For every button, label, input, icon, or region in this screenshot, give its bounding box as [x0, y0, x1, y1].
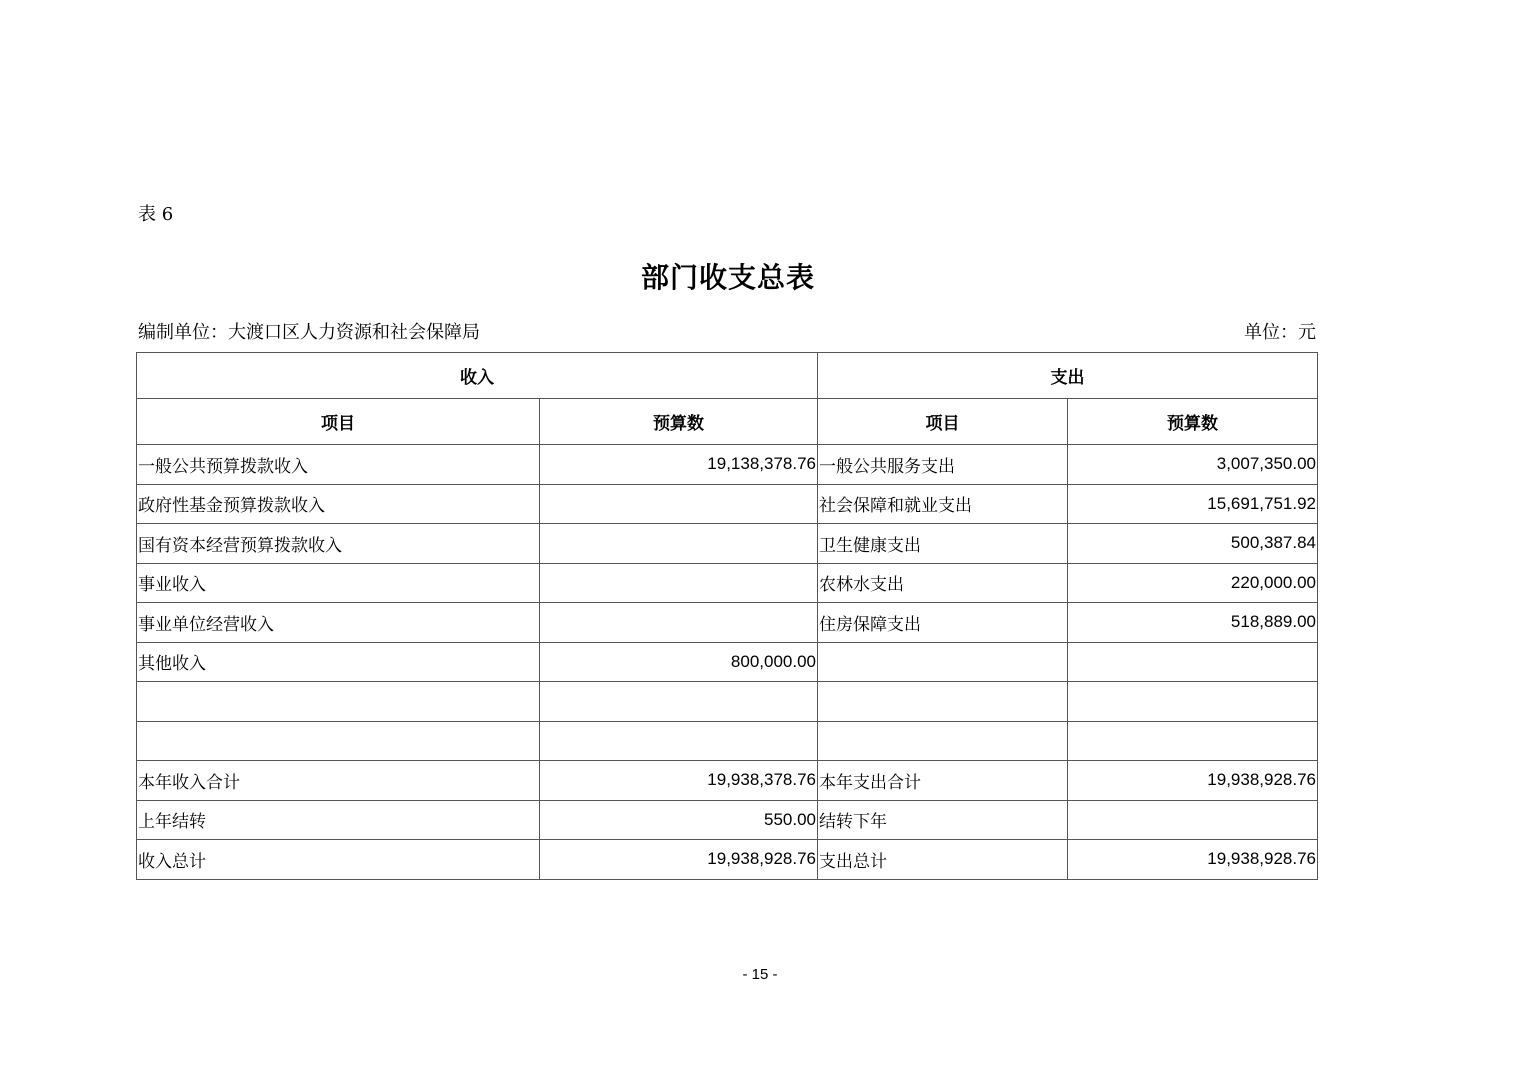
table-row	[137, 840, 1318, 880]
expense-item-cell: 农林水支出	[818, 563, 1068, 603]
income-item-cell: 政府性基金预算拨款收入	[137, 484, 540, 524]
income-value-cell	[540, 524, 818, 564]
expense-value-cell: 500,387.84	[1068, 524, 1318, 564]
expense-item-cell: 卫生健康支出	[818, 524, 1068, 564]
prepared-by-label: 编制单位：大渡口区人力资源和社会保障局	[138, 322, 480, 343]
expense-value-cell: 220,000.00	[1068, 563, 1318, 603]
expense-group-header: 支出	[818, 353, 1318, 399]
income-item-cell: 事业单位经营收入	[137, 603, 540, 643]
table-row	[137, 721, 1318, 761]
expense-item-cell	[818, 682, 1068, 722]
table-number-label: 表 6	[138, 204, 174, 225]
expense-value-cell: 518,889.00	[1068, 603, 1318, 643]
expense-value-cell: 19,938,928.76	[1068, 840, 1318, 880]
table-row	[137, 445, 1318, 485]
income-item-cell: 本年收入合计	[137, 761, 540, 801]
income-item-header: 项目	[137, 399, 540, 445]
table-row	[137, 563, 1318, 603]
income-value-cell: 19,938,378.76	[540, 761, 818, 801]
income-group-header: 收入	[137, 353, 818, 399]
income-item-cell: 收入总计	[137, 840, 540, 880]
income-expense-table	[136, 352, 1318, 880]
expense-value-cell: 19,938,928.76	[1068, 761, 1318, 801]
expense-item-cell: 一般公共服务支出	[818, 445, 1068, 485]
income-value-cell	[540, 484, 818, 524]
expense-item-cell: 本年支出合计	[818, 761, 1068, 801]
income-value-cell	[540, 563, 818, 603]
income-budget-header: 预算数	[540, 399, 818, 445]
income-item-cell	[137, 682, 540, 722]
table-row	[137, 682, 1318, 722]
income-item-cell: 上年结转	[137, 800, 540, 840]
expense-value-cell: 15,691,751.92	[1068, 484, 1318, 524]
table-row	[137, 761, 1318, 801]
expense-item-cell: 住房保障支出	[818, 603, 1068, 643]
group-header-row	[137, 353, 1318, 399]
expense-value-cell	[1068, 642, 1318, 682]
table-row	[137, 800, 1318, 840]
expense-item-cell	[818, 721, 1068, 761]
table-row	[137, 484, 1318, 524]
expense-value-cell	[1068, 800, 1318, 840]
income-value-cell: 550.00	[540, 800, 818, 840]
income-item-cell: 事业收入	[137, 563, 540, 603]
currency-unit-label: 单位：元	[1244, 322, 1316, 343]
income-item-cell: 国有资本经营预算拨款收入	[137, 524, 540, 564]
table-row	[137, 603, 1318, 643]
income-value-cell	[540, 603, 818, 643]
income-item-cell: 一般公共预算拨款收入	[137, 445, 540, 485]
income-value-cell	[540, 721, 818, 761]
page-title: 部门收支总表	[640, 261, 815, 294]
expense-item-header: 项目	[818, 399, 1068, 445]
expense-item-cell: 支出总计	[818, 840, 1068, 880]
table-row	[137, 524, 1318, 564]
income-item-cell	[137, 721, 540, 761]
table-row	[137, 642, 1318, 682]
expense-item-cell	[818, 642, 1068, 682]
column-header-row	[137, 399, 1318, 445]
expense-value-cell	[1068, 682, 1318, 722]
table-meta-line	[138, 318, 1316, 344]
expense-value-cell: 3,007,350.00	[1068, 445, 1318, 485]
income-value-cell: 19,138,378.76	[540, 445, 818, 485]
income-value-cell	[540, 682, 818, 722]
income-value-cell: 19,938,928.76	[540, 840, 818, 880]
income-value-cell: 800,000.00	[540, 642, 818, 682]
income-item-cell: 其他收入	[137, 642, 540, 682]
expense-budget-header: 预算数	[1068, 399, 1318, 445]
expense-value-cell	[1068, 721, 1318, 761]
expense-item-cell: 社会保障和就业支出	[818, 484, 1068, 524]
page-number: - 15 -	[742, 966, 778, 983]
expense-item-cell: 结转下年	[818, 800, 1068, 840]
